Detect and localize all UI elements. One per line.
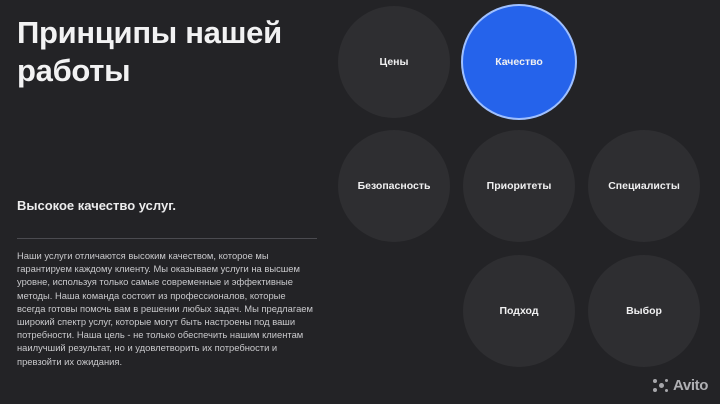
bubble-approach[interactable] — [463, 255, 575, 367]
page-title: Принципы нашей работы — [17, 15, 282, 88]
bubble-prices[interactable] — [338, 6, 450, 118]
text-column — [0, 0, 330, 404]
body-paragraph: Наши услуги отличаются высоким качеством, которое мы гарантируем каждому клиенту. Мы оказываем услуги на высшем уровне, используя только самые современные и эффективные методы. Наша команда состоит из профессионалов, которые всегда готовы помочь вам в решении любых задач. Мы предлагаем широкий спектр услуг, которые могут быть настроены под ваши потребности. Наша цель - не только обеспечить нашим клиентам наилучший результат, но и удовлетворить их потребности и превзойти их ожидания. — [17, 250, 313, 367]
bubble-label: Безопасность — [357, 179, 431, 192]
avito-logo-icon — [653, 378, 668, 393]
bubble-label: Специалисты — [608, 179, 680, 192]
bubble-priorities[interactable] — [463, 130, 575, 242]
bubble-safety[interactable] — [338, 130, 450, 242]
divider — [17, 238, 317, 239]
watermark-label: Avito — [673, 377, 708, 394]
bubble-choice[interactable] — [588, 255, 700, 367]
bubble-label: Приоритеты — [486, 179, 552, 192]
bubble-quality[interactable] — [463, 6, 575, 118]
bubble-label: Выбор — [626, 304, 662, 317]
section-subtitle: Высокое качество услуг. — [17, 198, 176, 213]
bubble-label: Цены — [379, 55, 409, 68]
bubble-specialists[interactable] — [588, 130, 700, 242]
bubble-grid — [330, 0, 720, 404]
bubble-label: Качество — [495, 55, 543, 68]
bubble-label: Подход — [499, 304, 539, 317]
watermark — [653, 377, 708, 394]
